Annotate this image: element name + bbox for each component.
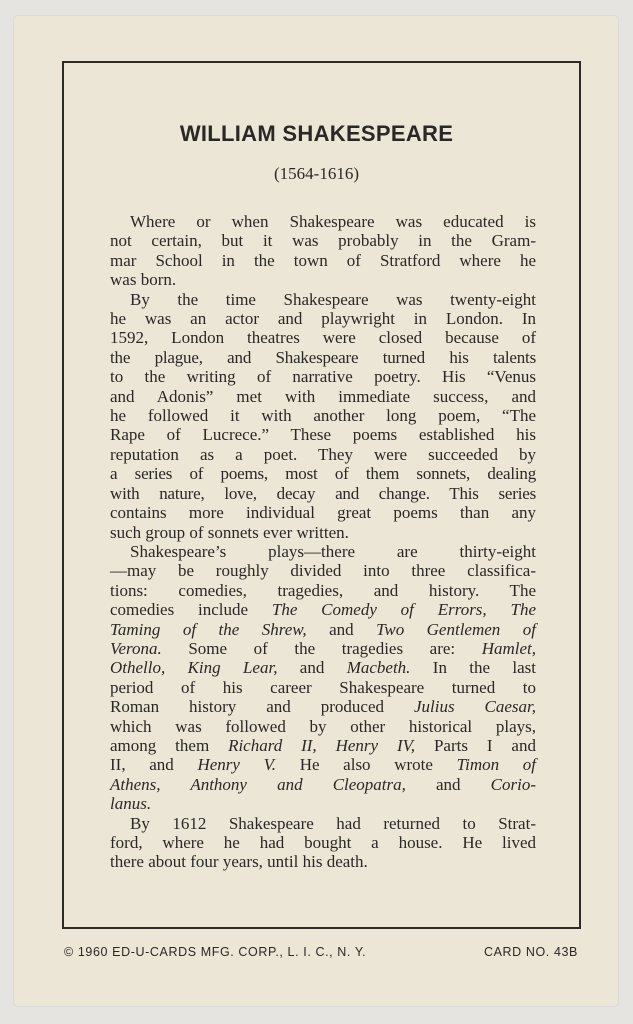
italic-title-text: Henry V. [197, 755, 277, 775]
line-text: and Adonis” met with immediate success, and [110, 386, 536, 406]
card-number: CARD NO. 43B [483, 945, 578, 959]
line-text: comedies include [110, 600, 272, 620]
line-text: Some of the tragedies are: [161, 638, 482, 658]
biography-line [110, 833, 536, 852]
line-text: Where or when Shakespeare was educated is [130, 212, 536, 231]
line-text: Rape of Lucrece.” These poems established his [110, 425, 536, 445]
biography-line [110, 775, 536, 794]
copyright-notice: © 1960 ED-U-CARDS MFG. CORP., L. I. C., N. Y. [64, 945, 367, 959]
line-text: II, and [110, 755, 198, 775]
line-text: mar School in the town of Stratford where he [110, 250, 536, 270]
biography-line [110, 212, 536, 231]
line-text: By 1612 Shakespeare had returned to Strat- [130, 813, 536, 833]
biography-line [110, 736, 536, 755]
biography-line [110, 445, 536, 464]
biography-line [110, 464, 536, 483]
italic-title-text: Two Gentlemen of [376, 619, 536, 639]
biography-line [110, 367, 536, 386]
line-text: Roman history and produced [110, 697, 414, 717]
biography-line [110, 542, 536, 561]
line-text: there about four years, until his death. [110, 852, 368, 872]
line-text: He also wrote [276, 755, 457, 775]
line-text: and [277, 658, 347, 678]
italic-title-text: Hamlet, [481, 638, 536, 658]
biography-line [110, 581, 536, 600]
biography-line [110, 231, 536, 250]
life-dates: (1564-1616) [274, 164, 359, 183]
biography-line [110, 523, 536, 542]
biography-line [110, 425, 536, 444]
italic-title-text: Macbeth. [346, 658, 411, 678]
line-text: which was followed by other historical plays, [110, 716, 536, 736]
line-text: contains more individual great poems than any [110, 503, 536, 523]
line-text: was born. [110, 270, 177, 290]
biography-line [110, 620, 536, 639]
biography-line [110, 387, 536, 406]
biography-line [110, 658, 536, 677]
line-text: Parts I and [415, 735, 536, 755]
line-text: among them [110, 735, 229, 755]
italic-title-text: Corio- [490, 774, 536, 794]
line-text: In the last [410, 658, 536, 678]
line-text: Shakespeare’s plays—there are thirty-eight [130, 541, 536, 561]
biography-line [110, 755, 536, 774]
line-text: ford, where he had bought a house. He lived [110, 833, 536, 852]
biography-line [110, 697, 536, 716]
italic-title-text: Julius Caesar, [413, 697, 536, 717]
biography-line [110, 852, 536, 871]
card-title: WILLIAM SHAKESPEARE [179, 121, 454, 146]
italic-title-text: The Comedy of Errors, The [271, 600, 536, 620]
line-text: a series of poems, most of them sonnets, dealing [110, 464, 536, 484]
italic-title-text: Richard II, Henry IV, [228, 735, 416, 755]
italic-title-text: Taming of the Shrew, [110, 619, 307, 639]
line-text: tions: comedies, tragedies, and history. The [110, 580, 536, 600]
line-text: period of his career Shakespeare turned to [110, 677, 536, 697]
line-text: the plague, and Shakespeare turned his talents [110, 347, 536, 367]
biography-line [110, 678, 536, 697]
biography-line [110, 328, 536, 347]
biography-line [110, 503, 536, 522]
biography-line [110, 251, 536, 270]
line-text: 1592, London theatres were closed because of [110, 328, 536, 348]
line-text: such group of sonnets ever written. [110, 522, 349, 542]
biography-line [110, 561, 536, 580]
italic-title-text: lanus. [110, 794, 152, 814]
biography-line [110, 290, 536, 309]
line-text: and [405, 774, 491, 794]
line-text: —may be roughly divided into three classifica- [110, 561, 536, 581]
biography-line [110, 600, 536, 619]
biography-text [110, 212, 536, 872]
biography-line [110, 348, 536, 367]
line-text: and [306, 619, 377, 639]
line-text: reputation as a poet. They were succeeded by [110, 444, 536, 464]
italic-title-text: Othello, King Lear, [110, 658, 278, 678]
biography-line [110, 717, 536, 736]
line-text: to the writing of narrative poetry. His “Venus [110, 367, 536, 387]
biography-line [110, 814, 536, 833]
biography-line [110, 309, 536, 328]
line-text: he was an actor and playwright in London. In [110, 309, 536, 329]
italic-title-text: Verona. [110, 638, 162, 658]
biography-line [110, 484, 536, 503]
biography-line [110, 639, 536, 658]
biography-line [110, 794, 536, 813]
line-text: with nature, love, decay and change. This series [110, 483, 536, 503]
line-text: not certain, but it was probably in the Gram- [110, 231, 536, 251]
italic-title-text: Timon of [456, 755, 536, 775]
line-text: he followed it with another long poem, “The [110, 406, 536, 426]
line-text: By the time Shakespeare was twenty-eight [130, 289, 536, 309]
italic-title-text: Athens, Anthony and Cleopatra, [110, 774, 406, 794]
biography-line [110, 270, 536, 289]
biography-line [110, 406, 536, 425]
